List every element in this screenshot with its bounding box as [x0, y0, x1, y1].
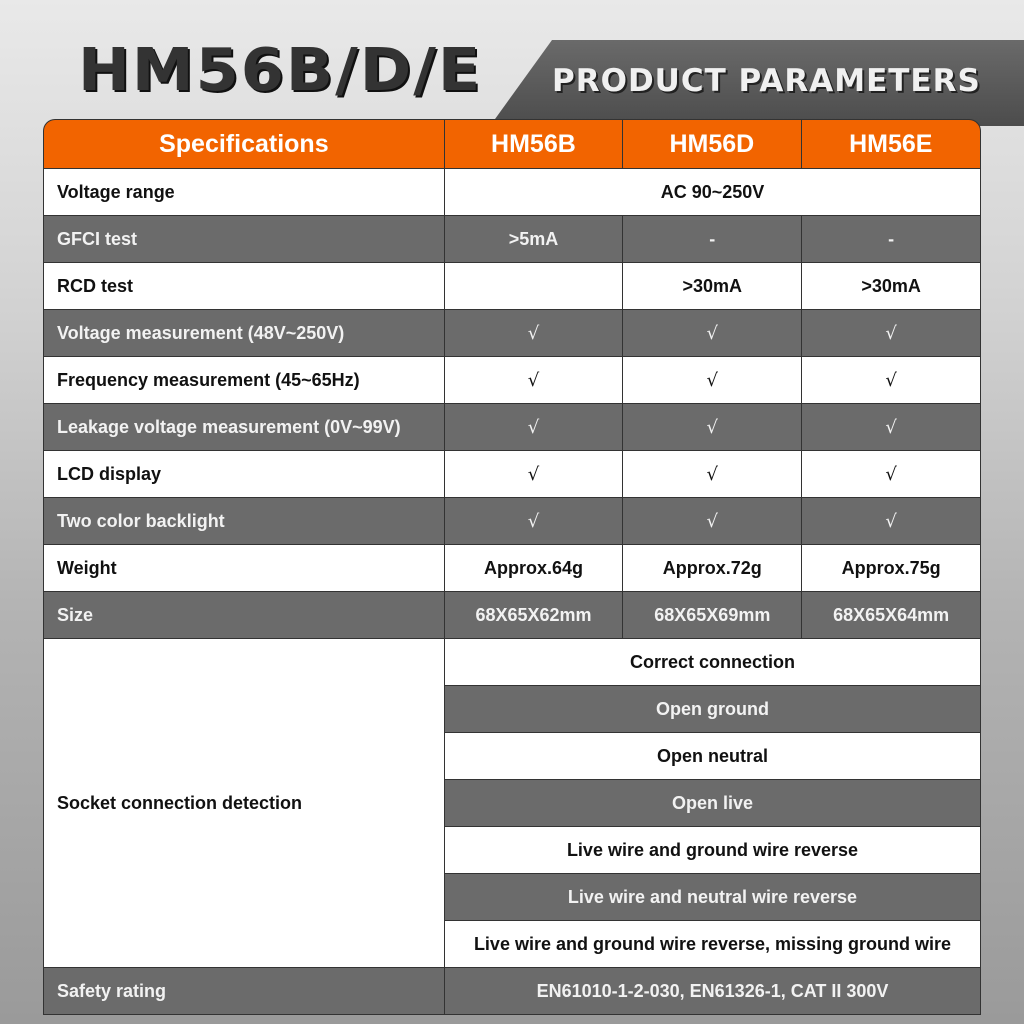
table-row	[43, 357, 981, 404]
row-value: Approx.72g	[623, 545, 802, 592]
specifications-table	[43, 119, 981, 1015]
check-mark-icon: √	[445, 404, 624, 451]
table-header-row	[43, 119, 981, 169]
list-item: Correct connection	[445, 639, 981, 686]
row-value: AC 90~250V	[445, 169, 981, 216]
row-value: >30mA	[802, 263, 981, 310]
table-row	[43, 498, 981, 545]
check-mark-icon: √	[623, 357, 802, 404]
model-title: HM56B/D/E	[78, 34, 483, 105]
table-row	[43, 404, 981, 451]
row-value: Approx.75g	[802, 545, 981, 592]
row-label: Two color backlight	[43, 498, 445, 545]
check-mark-icon: √	[802, 357, 981, 404]
row-label: Safety rating	[43, 968, 445, 1015]
table-row	[43, 545, 981, 592]
row-label: Size	[43, 592, 445, 639]
row-value: 68X65X64mm	[802, 592, 981, 639]
row-label: RCD test	[43, 263, 445, 310]
row-value	[445, 263, 624, 310]
table-row	[43, 592, 981, 639]
list-item: Live wire and ground wire reverse	[445, 827, 981, 874]
column-header-hm56d: HM56D	[623, 120, 801, 169]
banner-title: PRODUCT PARAMETERS	[552, 63, 981, 99]
table-row	[43, 310, 981, 357]
row-label: Leakage voltage measurement (0V~99V)	[43, 404, 445, 451]
check-mark-icon: √	[802, 310, 981, 357]
socket-detection-block	[43, 639, 981, 968]
table-row	[43, 216, 981, 263]
row-value: EN61010-1-2-030, EN61326-1, CAT II 300V	[445, 968, 981, 1015]
check-mark-icon: √	[445, 451, 624, 498]
list-item: Open neutral	[445, 733, 981, 780]
row-label: GFCI test	[43, 216, 445, 263]
row-value: 68X65X62mm	[445, 592, 624, 639]
check-mark-icon: √	[623, 451, 802, 498]
check-mark-icon: √	[623, 498, 802, 545]
check-mark-icon: √	[623, 310, 802, 357]
row-label: Weight	[43, 545, 445, 592]
check-mark-icon: √	[623, 404, 802, 451]
check-mark-icon: √	[445, 498, 624, 545]
row-value: >30mA	[623, 263, 802, 310]
socket-detection-list	[445, 639, 981, 968]
check-mark-icon: √	[802, 404, 981, 451]
check-mark-icon: √	[445, 310, 624, 357]
row-label: Voltage range	[43, 169, 445, 216]
row-label: Voltage measurement (48V~250V)	[43, 310, 445, 357]
row-value: >5mA	[445, 216, 624, 263]
row-value: Approx.64g	[445, 545, 624, 592]
row-label: LCD display	[43, 451, 445, 498]
table-row	[43, 263, 981, 310]
row-value: -	[802, 216, 981, 263]
table-row	[43, 451, 981, 498]
row-value: 68X65X69mm	[623, 592, 802, 639]
table-row	[43, 968, 981, 1015]
row-label: Frequency measurement (45~65Hz)	[43, 357, 445, 404]
row-value: -	[623, 216, 802, 263]
list-item: Open live	[445, 780, 981, 827]
column-header-specifications: Specifications	[44, 120, 445, 169]
check-mark-icon: √	[802, 451, 981, 498]
table-row	[43, 169, 981, 216]
check-mark-icon: √	[802, 498, 981, 545]
column-header-hm56e: HM56E	[802, 120, 980, 169]
list-item: Open ground	[445, 686, 981, 733]
column-header-hm56b: HM56B	[445, 120, 623, 169]
list-item: Live wire and neutral wire reverse	[445, 874, 981, 921]
check-mark-icon: √	[445, 357, 624, 404]
list-item: Live wire and ground wire reverse, missing ground wire	[445, 921, 981, 968]
row-label: Socket connection detection	[43, 639, 445, 968]
